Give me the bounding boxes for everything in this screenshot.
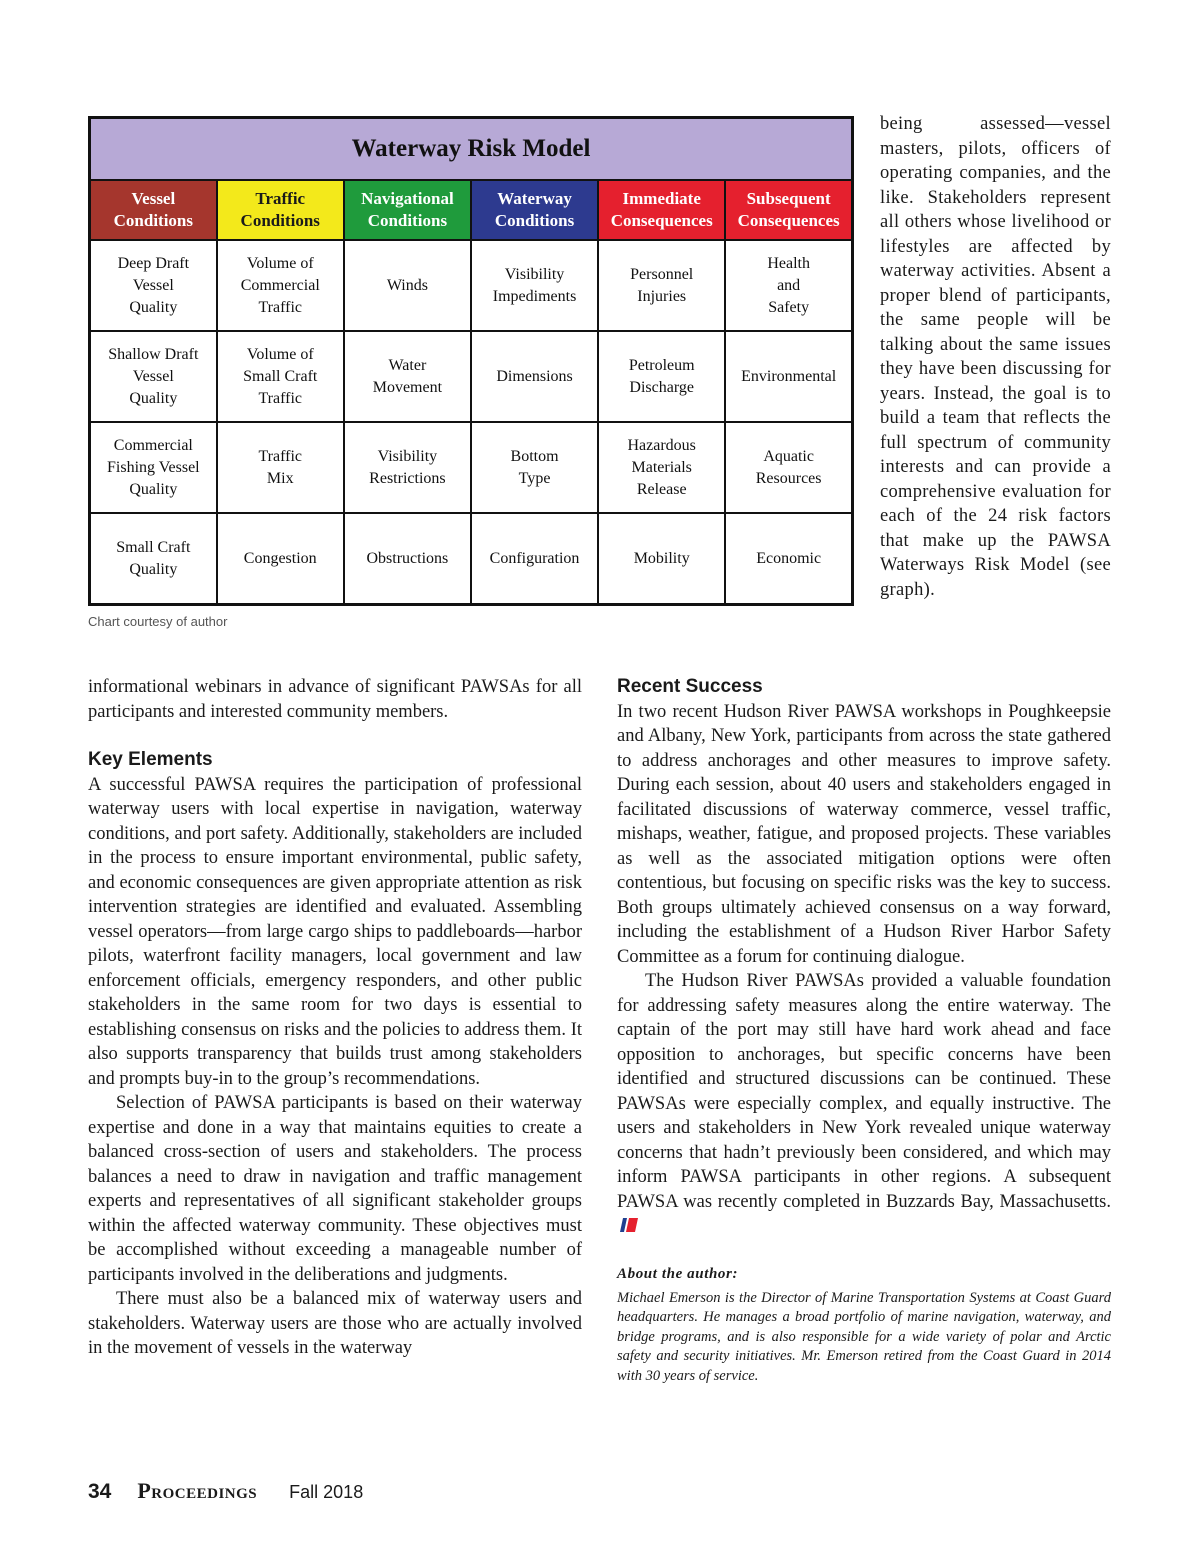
author-bio: Michael Emerson is the Director of Marine Transportation Systems at Coast Guard headquarters. He manages a broad portfolio of marine navigation, waterway, and bridge programs, and is also responsible for a wide variety of polar and Arctic safety and security initiatives. Mr. Emerson retired from the Coast Guard in 2014 with 30 years of service. xyxy=(617,1289,1111,1384)
table-cell: Deep Draft Vessel Quality xyxy=(90,240,217,331)
table-cell: Volume of Commercial Traffic xyxy=(217,240,344,331)
column-header: Immediate Consequences xyxy=(598,180,725,240)
table-row xyxy=(90,422,853,513)
table-cell: Dimensions xyxy=(471,331,598,422)
table-cell: Small Craft Quality xyxy=(90,513,217,605)
table-row xyxy=(90,331,853,422)
table-cell: Water Movement xyxy=(344,331,471,422)
column-header: Vessel Conditions xyxy=(90,180,217,240)
table-title: Waterway Risk Model xyxy=(90,118,853,181)
table-cell: Congestion xyxy=(217,513,344,605)
table-cell: Economic xyxy=(725,513,852,605)
sidebar-text-column xyxy=(880,112,1111,602)
intro-paragraph: informational webinars in advance of significant PAWSAs for all participants and interested community members. xyxy=(88,677,582,722)
table-cell: Aquatic Resources xyxy=(725,422,852,513)
table-cell: Obstructions xyxy=(344,513,471,605)
table-row xyxy=(90,513,853,605)
table-cell: Visibility Restrictions xyxy=(344,422,471,513)
body-paragraph: In two recent Hudson River PAWSA workshops in Poughkeepsie and Albany, New York, participants from across the state gathered to address anchorages and other measures to improve safety. During each session, about 40 users and stakeholders engaged in facilitated discussions of waterway commerce, vessel traffic, mishaps, weather, fatigue, and proposed projects. These variables as well as the associated mitigation options were often contentious, but focusing on specific risks was the key to success. Both groups ultimately achieved consensus on a way forward, including the establishment of a Hudson River Harbor Safety Committee as a forum for continuing dialogue. xyxy=(617,701,1111,967)
column-header: Traffic Conditions xyxy=(217,180,344,240)
issue-label: Fall 2018 xyxy=(289,1482,364,1502)
table-cell: Commercial Fishing Vessel Quality xyxy=(90,422,217,513)
table-cell: Hazardous Materials Release xyxy=(598,422,725,513)
table-cell: Shallow Draft Vessel Quality xyxy=(90,331,217,422)
left-column xyxy=(88,675,582,1361)
table-row xyxy=(90,240,853,331)
table-cell: Petroleum Discharge xyxy=(598,331,725,422)
section-heading-recent-success: Recent Success xyxy=(617,676,763,697)
page-number: 34 xyxy=(88,1480,112,1503)
table-cell: Traffic Mix xyxy=(217,422,344,513)
end-mark-blue-stripe xyxy=(620,1218,627,1232)
body-paragraph: A successful PAWSA requires the participation of professional waterway users with local expertise in navigation, waterway conditions, and port safety. Additionally, stakeholders are included in the process to ensure important environmental, public safety, and economic consequences are given appropriate attention as risk intervention strategies are identified and evaluated. Assembling vessel operators—from large cargo ships to paddleboards—harbor pilots, waterfront facility managers, local government and law enforcement officials, emergency responders, and other public stakeholders in the same room for two days is essential to establishing consensus on risks and the policies to address them. It also supports transparency that builds trust among stakeholders and prompts buy-in to the group’s recommendations. xyxy=(88,774,582,1089)
risk-model-figure xyxy=(88,116,854,629)
end-mark-red-stripe xyxy=(626,1218,638,1232)
column-header: Subsequent Consequences xyxy=(725,180,852,240)
table-cell: Winds xyxy=(344,240,471,331)
table-cell: Environmental xyxy=(725,331,852,422)
column-header: Waterway Conditions xyxy=(471,180,598,240)
risk-model-table xyxy=(88,116,854,606)
column-header: Navigational Conditions xyxy=(344,180,471,240)
body-paragraph: Selection of PAWSA participants is based on their waterway expertise and done in a way that maintains equities to create a balanced cross-section of users and stakeholders. The process balances a need to draw in navigation and traffic management experts and representatives of all significant stakeholder groups within the affected waterway community. These objectives must be accomplished without exceeding a manageable number of participants involved in the deliberations and judgments. xyxy=(88,1093,582,1285)
table-cell: Bottom Type xyxy=(471,422,598,513)
table-cell: Volume of Small Craft Traffic xyxy=(217,331,344,422)
table-cell: Visibility Impediments xyxy=(471,240,598,331)
about-author-heading: About the author: xyxy=(617,1265,739,1282)
body-paragraph: There must also be a balanced mix of waterway users and stakeholders. Waterway users are those who are actually involved in the movement of vessels in the waterway xyxy=(88,1289,582,1358)
table-cell: Configuration xyxy=(471,513,598,605)
table-cell: Mobility xyxy=(598,513,725,605)
table-cell: Personnel Injuries xyxy=(598,240,725,331)
table-cell: Health and Safety xyxy=(725,240,852,331)
page-footer xyxy=(88,1478,363,1504)
figure-caption: Chart courtesy of author xyxy=(88,614,228,629)
right-column xyxy=(617,675,1111,1386)
sidebar-paragraph: being assessed—vessel masters, pilots, officers of operating companies, and the like. Stakeholders represent all others whose livelihood or lifestyles are affected by waterway activities. Absent a proper blend of participants, the same people will be talking about the same issues they have been discussing for years. Instead, the goal is to build a team that reflects the full spectrum of community interests and can provide a comprehensive evaluation for each of the 24 risk factors that make up the PAWSA Waterways Risk Model (see graph). xyxy=(880,114,1111,600)
column-headers xyxy=(90,180,853,240)
magazine-title: Proceedings xyxy=(137,1478,258,1503)
section-heading-key-elements: Key Elements xyxy=(88,749,213,770)
end-of-article-icon xyxy=(620,1218,638,1232)
body-paragraph-text: The Hudson River PAWSAs provided a valuable foundation for addressing safety measures along the entire waterway. The captain of the port may still have hard work ahead and face opposition to anchorages, but specific concerns have been identified and structured discussions can be continued. These PAWSAs were especially complex, and equally instructive. The users and stakeholders in New York revealed unique waterway concerns that hadn’t previously been considered, and which may inform PAWSA participants in other regions. A subsequent PAWSA was recently completed in Buzzards Bay, Massachusetts. xyxy=(617,971,1111,1212)
body-paragraph xyxy=(617,969,1111,1239)
